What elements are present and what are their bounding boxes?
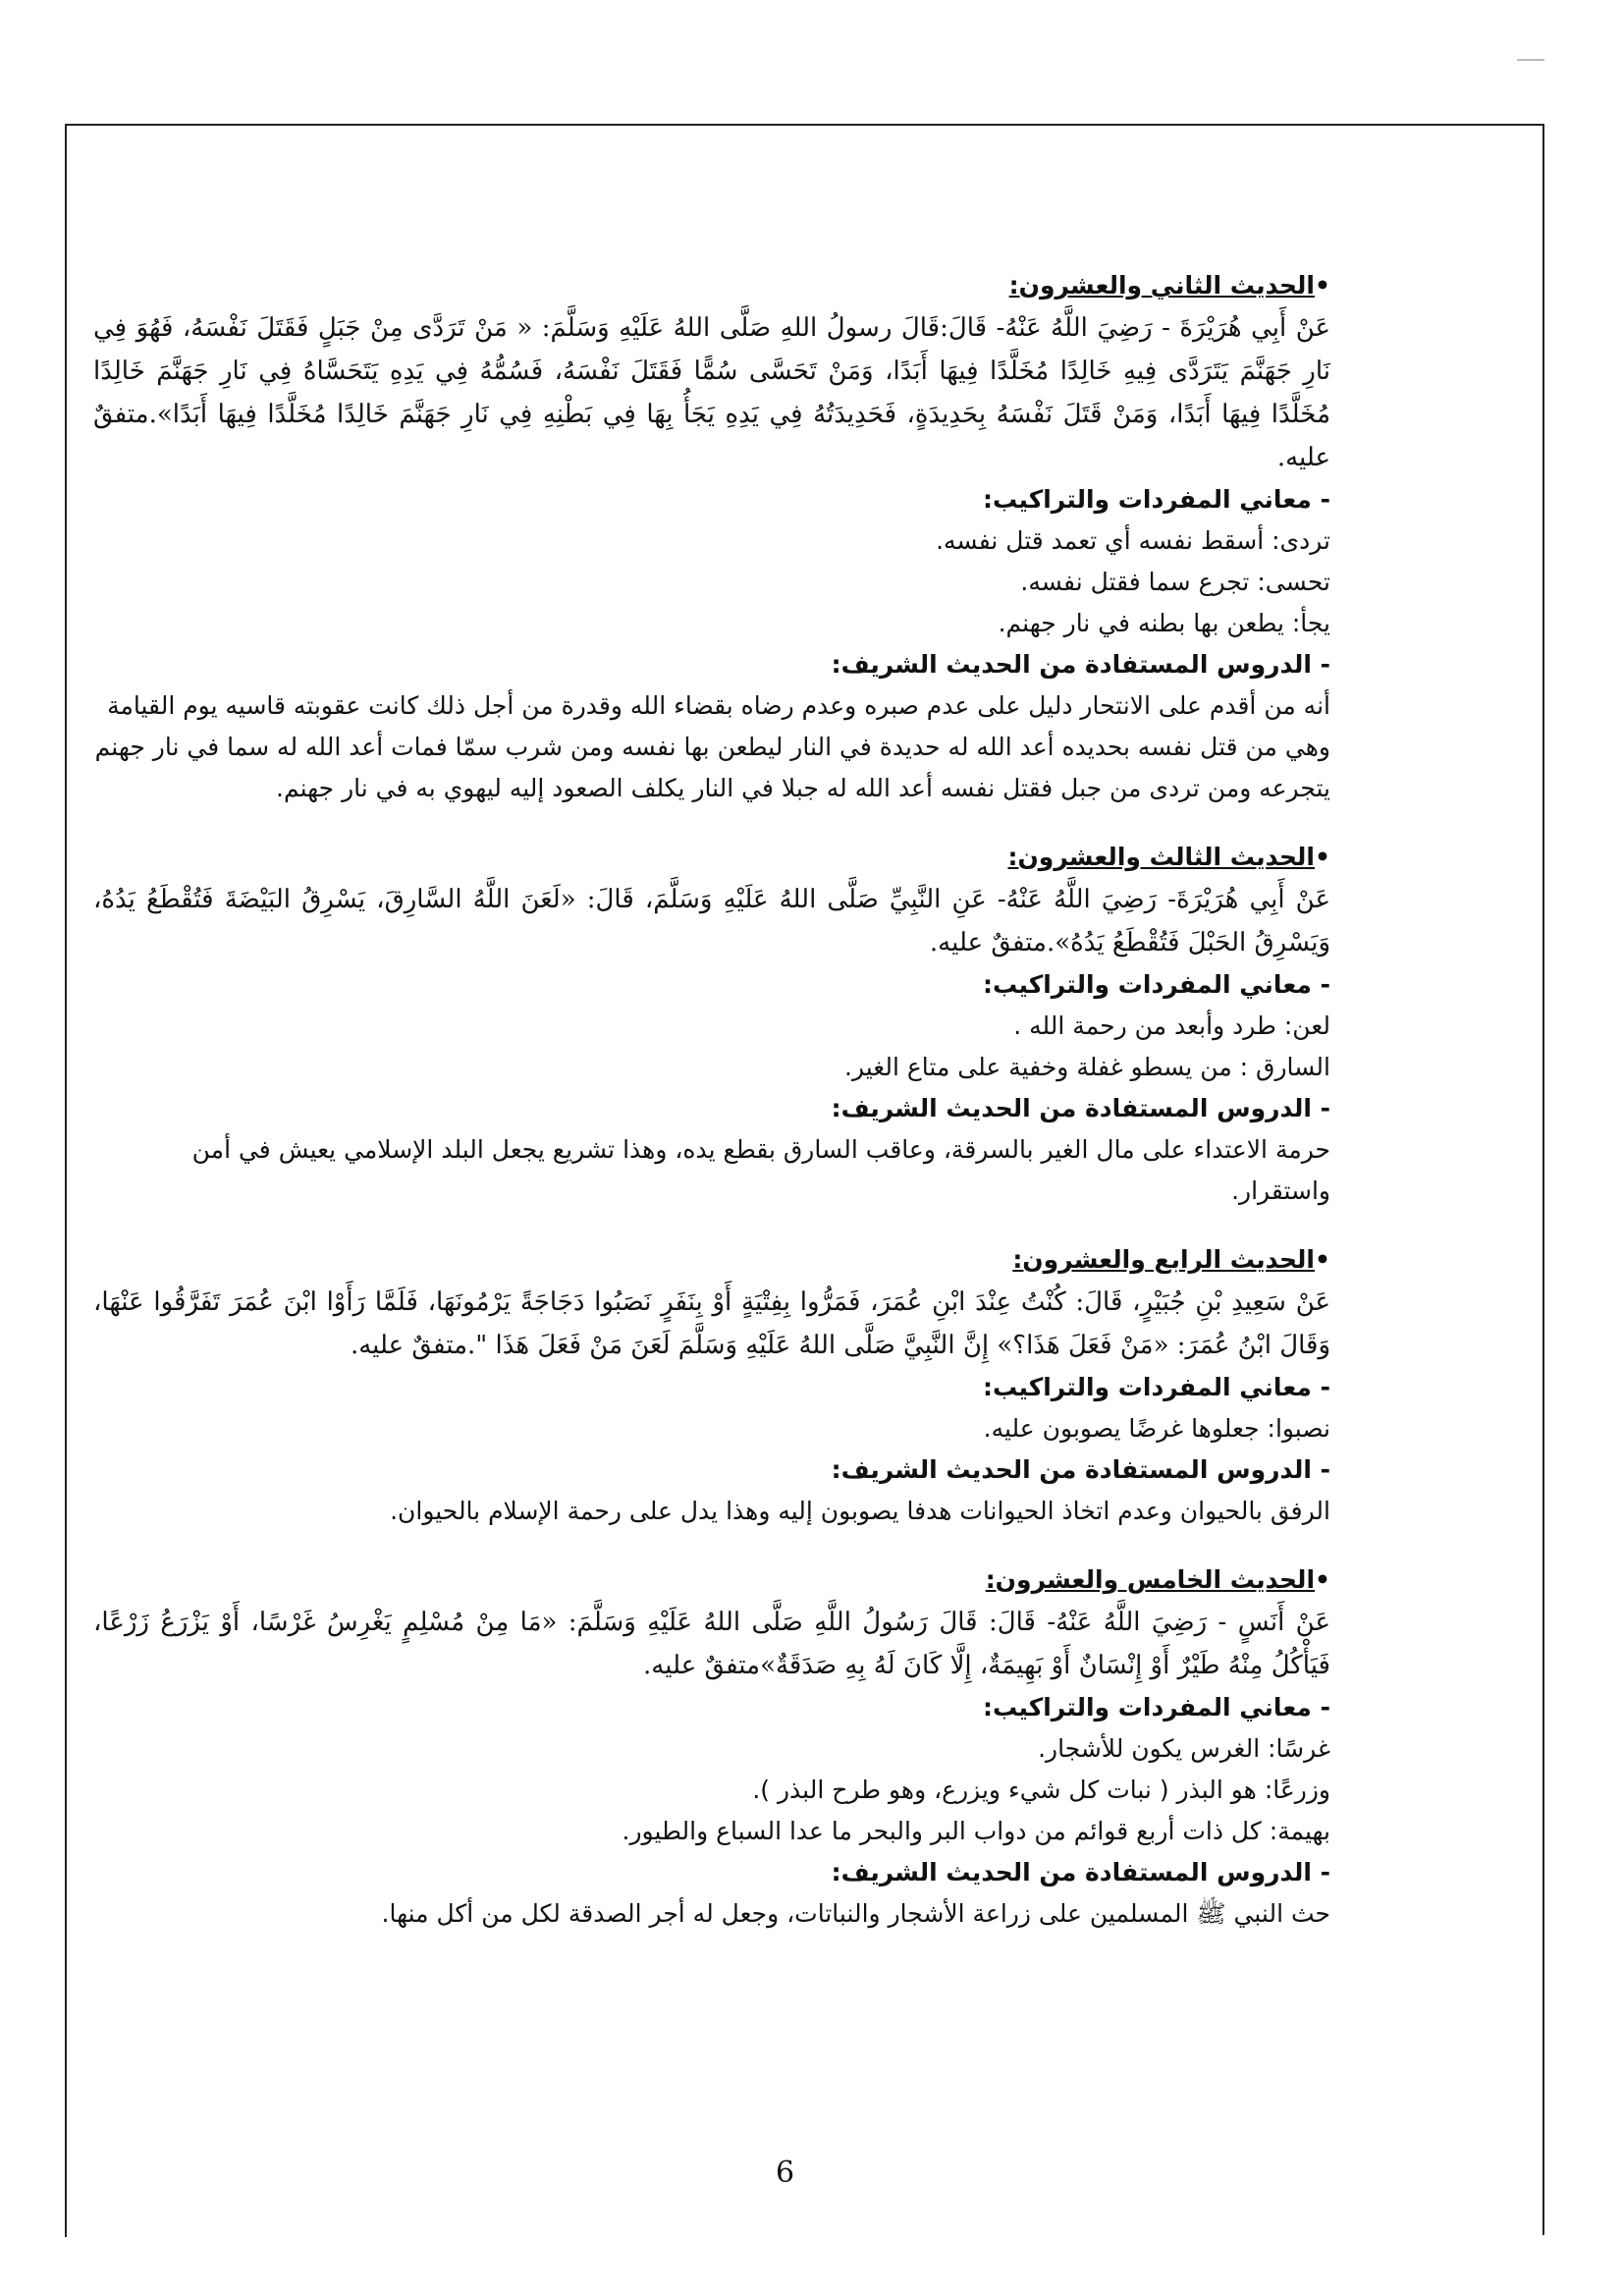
document-content xyxy=(93,265,1330,1962)
vocab-item: لعن: طرد وأبعد من رحمة الله . xyxy=(1013,1011,1330,1040)
vocab-item: يجأ: يطعن بها بطنه في نار جهنم. xyxy=(998,609,1330,637)
section-heading: الحديث الثاني والعشرون: xyxy=(1008,271,1316,300)
hadith-text: عَنْ سَعِيدِ بْنِ جُبَيْرٍ، قَالَ: كُنْتُ عِنْدَ ابْنِ عُمَرَ، فَمَرُّوا بِفِتْيَةٍ أَوْ بِنَفَرٍ نَصَبُوا دَجَاجَةً يَرْمُونَهَا، فَلَمَّا رَأَوْا ابْنَ عُمَرَ تَفَرَّقُوا عَنْهَا، وَقَالَ ابْنُ عُمَرَ: «مَنْ فَعَلَ هَذَا؟» إِنَّ النَّبِيَّ صَلَّى اللهُ عَلَيْهِ وَسَلَّمَ لَعَنَ مَنْ فَعَلَ هَذَا ".متفقٌ عليه. xyxy=(93,1287,1330,1360)
vocab-title: - معاني المفردات والتراكيب: xyxy=(983,485,1330,514)
lessons-title: - الدروس المستفادة من الحديث الشريف: xyxy=(831,1455,1330,1484)
hadith-section-23: •الحديث الثالث والعشرون: عَنْ أَبِي هُرَيْرَةَ- رَضِيَ اللَّهُ عَنْهُ- عَنِ النَّبِيِّ صَلَّى اللهُ عَلَيْهِ وَسَلَّمَ، قَالَ: «لَعَنَ اللَّهُ السَّارِقَ، يَسْرِقُ البَيْضَةَ فَتُقْطَعُ يَدُهُ، وَيَسْرِقُ الحَبْلَ فَتُقْطَعُ يَدُهُ».متفقٌ عليه. - معاني المفردات والتراكيب: لعن: طرد وأبعد من رحمة الله . السارق : من يسطو غفلة وخفية على متاع الغير. - الدروس المستفادة من الحديث الشريف: حرمة الاعتداء على مال الغير بالسرقة، وعاقب السارق بقطع يده، وهذا تشريع يجعل البلد الإسلامي يعيش في أمن واستقرار. xyxy=(93,837,1330,1212)
hadith-text: عَنْ أَنَسٍ - رَضِيَ اللَّهُ عَنْهُ- قَالَ: قَالَ رَسُولُ اللَّهِ صَلَّى اللهُ عَلَيْهِ وَسَلَّمَ: «مَا مِنْ مُسْلِمٍ يَغْرِسُ غَرْسًا، أَوْ يَزْرَعُ زَرْعًا، فَيَأْكُلُ مِنْهُ طَيْرٌ أَوْ إِنْسَانٌ أَوْ بَهِيمَةٌ، إِلَّا كَانَ لَهُ بِهِ صَدَقَةٌ»متفقٌ عليه. xyxy=(93,1608,1330,1680)
hadith-text: عَنْ أَبِي هُرَيْرَةَ - رَضِيَ اللَّهُ عَنْهُ- قَالَ:قَالَ رسولُ اللهِ صَلَّى اللهُ عَلَيْهِ وَسَلَّمَ: « مَنْ تَرَدَّى مِنْ جَبَلٍ فَقَتَلَ نَفْسَهُ، فَهُوَ فِي نَارِ جَهَنَّمَ يَتَرَدَّى فِيهِ خَالِدًا مُخَلَّدًا فِيهَا أَبَدًا، وَمَنْ تَحَسَّى سُمًّا فَقَتَلَ نَفْسَهُ، فَسُمُّهُ فِي يَدِهِ يَتَحَسَّاهُ فِي نَارِ جَهَنَّمَ خَالِدًا مُخَلَّدًا فِيهَا أَبَدًا، وَمَنْ قَتَلَ نَفْسَهُ بِحَدِيدَةٍ، فَحَدِيدَتُهُ فِي يَدِهِ يَجَأُ بِهَا فِي بَطْنِهِ فِي نَارِ جَهَنَّمَ خَالِدًا مُخَلَّدًا فِيهَا أَبَدًا».متفقٌ عليه. xyxy=(93,313,1330,472)
section-heading: الحديث الخامس والعشرون: xyxy=(985,1565,1316,1594)
lessons-text: حث النبي ﷺ المسلمين على زراعة الأشجار والنباتات، وجعل له أجر الصدقة لكل من أكل منها. xyxy=(381,1899,1330,1928)
hadith-section-24: •الحديث الرابع والعشرون: عَنْ سَعِيدِ بْنِ جُبَيْرٍ، قَالَ: كُنْتُ عِنْدَ ابْنِ عُمَرَ، فَمَرُّوا بِفِتْيَةٍ أَوْ بِنَفَرٍ نَصَبُوا دَجَاجَةً يَرْمُونَهَا، فَلَمَّا رَأَوْا ابْنَ عُمَرَ تَفَرَّقُوا عَنْهَا، وَقَالَ ابْنُ عُمَرَ: «مَنْ فَعَلَ هَذَا؟» إِنَّ النَّبِيَّ صَلَّى اللهُ عَلَيْهِ وَسَلَّمَ لَعَنَ مَنْ فَعَلَ هَذَا ".متفقٌ عليه. - معاني المفردات والتراكيب: نصبوا: جعلوها غرضًا يصوبون عليه. - الدروس المستفادة من الحديث الشريف: الرفق بالحيوان وعدم اتخاذ الحيوانات هدفا يصوبون إليه وهذا يدل على رحمة الإسلام بالحيوان. xyxy=(93,1239,1330,1532)
lessons-text: حرمة الاعتداء على مال الغير بالسرقة، وعاقب السارق بقطع يده، وهذا تشريع يجعل البلد الإسلامي يعيش في أمن واستقرار. xyxy=(191,1135,1330,1205)
page-number: 6 xyxy=(776,2156,795,2190)
page-frame-right xyxy=(1542,124,1544,2235)
lessons-text: أنه من أقدم على الانتحار دليل على عدم صبره وعدم رضاه بقضاء الله وقدرة من أجل ذلك كانت عقوبته قاسيه يوم القيامة وهي من قتل نفسه بحديده أعد الله له حديدة في النار ليطعن بها نفسه ومن شرب سمّا فمات أعد الله له سما في نار جهنم يتجرعه ومن تردى من جبل فقتل نفسه أعد الله له جبلا في النار يكلف الصعود إليه ليهوي به في نار جهنم. xyxy=(94,691,1330,802)
lessons-title: - الدروس المستفادة من الحديث الشريف: xyxy=(831,1858,1330,1886)
lessons-title: - الدروس المستفادة من الحديث الشريف: xyxy=(831,650,1330,679)
vocab-item: نصبوا: جعلوها غرضًا يصوبون عليه. xyxy=(983,1414,1330,1443)
vocab-item: السارق : من يسطو غفلة وخفية على متاع الغير. xyxy=(844,1053,1330,1081)
vocab-title: - معاني المفردات والتراكيب: xyxy=(983,970,1330,999)
vocab-item: غرسًا: الغرس يكون للأشجار. xyxy=(1038,1734,1330,1763)
hadith-section-22: •الحديث الثاني والعشرون: عَنْ أَبِي هُرَيْرَةَ - رَضِيَ اللَّهُ عَنْهُ- قَالَ:قَالَ رسولُ اللهِ صَلَّى اللهُ عَلَيْهِ وَسَلَّمَ: « مَنْ تَرَدَّى مِنْ جَبَلٍ فَقَتَلَ نَفْسَهُ، فَهُوَ فِي نَارِ جَهَنَّمَ يَتَرَدَّى فِيهِ خَالِدًا مُخَلَّدًا فِيهَا أَبَدًا، وَمَنْ تَحَسَّى سُمًّا فَقَتَلَ نَفْسَهُ، فَسُمُّهُ فِي يَدِهِ يَتَحَسَّاهُ فِي نَارِ جَهَنَّمَ خَالِدًا مُخَلَّدًا فِيهَا أَبَدًا، وَمَنْ قَتَلَ نَفْسَهُ بِحَدِيدَةٍ، فَحَدِيدَتُهُ فِي يَدِهِ يَجَأُ بِهَا فِي بَطْنِهِ فِي نَارِ جَهَنَّمَ خَالِدًا مُخَلَّدًا فِيهَا أَبَدًا».متفقٌ عليه. - معاني المفردات والتراكيب: تردى: أسقط نفسه أي تعمد قتل نفسه. تحسى: تجرع سما فقتل نفسه. يجأ: يطعن بها بطنه في نار جهنم. - الدروس المستفادة من الحديث الشريف: أنه من أقدم على الانتحار دليل على عدم صبره وعدم رضاه بقضاء الله وقدرة من أجل ذلك كانت عقوبته قاسيه يوم القيامة وهي من قتل نفسه بحديده أعد الله له حديدة في النار ليطعن بها نفسه ومن شرب سمّا فمات أعد الله له سما في نار جهنم يتجرعه ومن تردى من جبل فقتل نفسه أعد الله له جبلا في النار يكلف الصعود إليه ليهوي به في نار جهنم. xyxy=(93,265,1330,809)
vocab-item: تحسى: تجرع سما فقتل نفسه. xyxy=(1020,568,1330,596)
scan-mark xyxy=(1517,59,1544,61)
lessons-text: الرفق بالحيوان وعدم اتخاذ الحيوانات هدفا يصوبون إليه وهذا يدل على رحمة الإسلام بالحيوان. xyxy=(390,1497,1330,1525)
hadith-section-25: •الحديث الخامس والعشرون: عَنْ أَنَسٍ - رَضِيَ اللَّهُ عَنْهُ- قَالَ: قَالَ رَسُولُ اللَّهِ صَلَّى اللهُ عَلَيْهِ وَسَلَّمَ: «مَا مِنْ مُسْلِمٍ يَغْرِسُ غَرْسًا، أَوْ يَزْرَعُ زَرْعًا، فَيَأْكُلُ مِنْهُ طَيْرٌ أَوْ إِنْسَانٌ أَوْ بَهِيمَةٌ، إِلَّا كَانَ لَهُ بِهِ صَدَقَةٌ»متفقٌ عليه. - معاني المفردات والتراكيب: غرسًا: الغرس يكون للأشجار. وزرعًا: هو البذر ( نبات كل شيء ويزرع، وهو طرح البذر ). بهيمة: كل ذات أربع قوائم من دواب البر والبحر ما عدا السباع والطيور. - الدروس المستفادة من الحديث الشريف: حث النبي ﷺ المسلمين على زراعة الأشجار والنباتات، وجعل له أجر الصدقة لكل من أكل منها. xyxy=(93,1559,1330,1935)
vocab-item: وزرعًا: هو البذر ( نبات كل شيء ويزرع، وهو طرح البذر ). xyxy=(752,1776,1330,1804)
section-heading: الحديث الرابع والعشرون: xyxy=(1012,1245,1316,1274)
section-heading: الحديث الثالث والعشرون: xyxy=(1007,843,1316,871)
hadith-text: عَنْ أَبِي هُرَيْرَةَ- رَضِيَ اللَّهُ عَنْهُ- عَنِ النَّبِيِّ صَلَّى اللهُ عَلَيْهِ وَسَلَّمَ، قَالَ: «لَعَنَ اللَّهُ السَّارِقَ، يَسْرِقُ البَيْضَةَ فَتُقْطَعُ يَدُهُ، وَيَسْرِقُ الحَبْلَ فَتُقْطَعُ يَدُهُ».متفقٌ عليه. xyxy=(93,885,1330,957)
vocab-title: - معاني المفردات والتراكيب: xyxy=(983,1693,1330,1722)
lessons-title: - الدروس المستفادة من الحديث الشريف: xyxy=(831,1094,1330,1122)
vocab-title: - معاني المفردات والتراكيب: xyxy=(983,1373,1330,1401)
vocab-item: بهيمة: كل ذات أربع قوائم من دواب البر والبحر ما عدا السباع والطيور. xyxy=(622,1817,1330,1845)
vocab-item: تردى: أسقط نفسه أي تعمد قتل نفسه. xyxy=(936,526,1330,555)
